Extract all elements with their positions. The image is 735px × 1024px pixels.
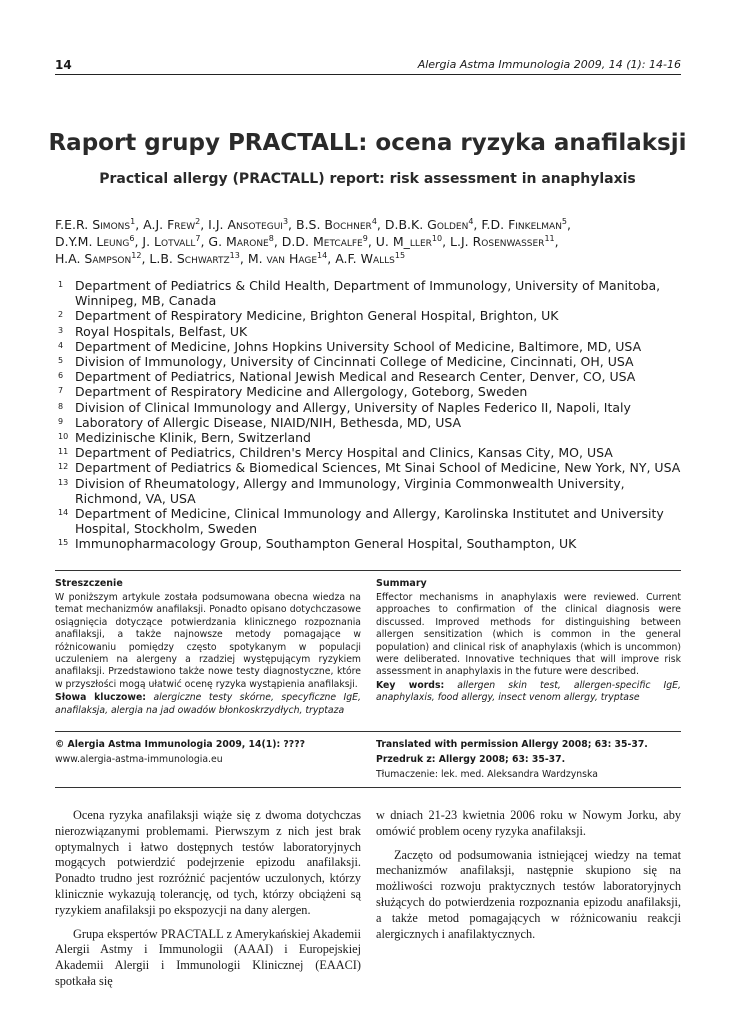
author-affiliation-number: 10: [431, 233, 443, 243]
affiliation-list: [55, 278, 695, 552]
website-link[interactable]: www.alergia-astma-immunologia.eu: [55, 754, 223, 765]
body-paragraph: w dniach 21-23 kwietnia 2006 roku w Nowym Jorku, aby omówić problem oceny ryzyka anafilaksji.: [376, 808, 681, 838]
translation-block: [376, 737, 681, 782]
abstract-english-heading: Summary: [376, 578, 427, 589]
affiliation-number: 10: [58, 432, 69, 442]
abstract-english-text: Effector mechanisms in anaphylaxis were reviewed. Current approaches to confirmation of the clinical diagnosis were discussed. Improved methods for distinguishing between allergen sensitization (which is common in the general population) and clinical risk of anaphylaxis (which is uncommon) were deliberated. Innovative techniques that will improve risk assessment in anaphylaxis in the future were described.: [376, 592, 681, 678]
keywords-text: alergiczne testy skórne, specyficzne IgE, anafilaksja, alergia na jad owadów błonkoskrzydłych, tryptaza: [55, 692, 361, 716]
affiliation-text: Royal Hospitals, Belfast, UK: [75, 323, 248, 339]
translated-line: Translated with permission Allergy 2008; 63: 35-37.: [376, 739, 648, 750]
header-rule: [55, 74, 681, 75]
affiliation-text: Division of Clinical Immunology and Allergy, University of Naples Federico II, Napoli, Italy: [75, 399, 631, 415]
author-name: J. Lotvall: [142, 234, 196, 249]
author-affiliation-number: 11: [544, 233, 555, 243]
author-affiliation-number: 7: [195, 233, 201, 243]
affiliation-text: Department of Pediatrics, National Jewish Medical and Research Center, Denver, CO, USA: [75, 369, 636, 385]
section-divider: [55, 570, 681, 571]
author-affiliation-number: 13: [229, 250, 240, 260]
keywords-label: Key words:: [376, 679, 445, 691]
affiliation-number: 9: [58, 416, 64, 426]
author-affiliation-number: 14: [317, 250, 328, 260]
author-affiliation-number: 1: [130, 216, 136, 226]
affiliation-text: Department of Pediatrics & Biomedical Sciences, Mt Sinai School of Medicine, New York, NY, USA: [75, 460, 681, 476]
affiliation-number: 3: [58, 325, 64, 335]
affiliation-item: [55, 415, 695, 430]
author-affiliation-number: 2: [195, 216, 201, 226]
body-paragraph: Grupa ekspertów PRACTALL z Amerykańskiej Akademii Alergii Astmy i Immunologii (AAAI) i Europejskiej Akademii Alergii i Immunologii Klinicznej (EAACI) spotkała się: [55, 926, 361, 988]
author-affiliation-number: 3: [282, 216, 289, 226]
reprint-line: Przedruk z: Allergy 2008; 63: 35-37.: [376, 754, 566, 765]
affiliation-number: 5: [58, 356, 64, 366]
section-divider: [55, 731, 681, 732]
affiliation-text: Department of Respiratory Medicine and Allergology, Goteborg, Sweden: [75, 384, 528, 400]
affiliation-text: Department of Pediatrics, Children's Mercy Hospital and Clinics, Kansas City, MO, USA: [75, 445, 613, 461]
abstract-polish-heading: Streszczenie: [55, 578, 123, 589]
author-name: A.F. Walls: [335, 251, 395, 266]
affiliation-text: Medizinische Klinik, Bern, Switzerland: [75, 430, 311, 446]
affiliation-item: [55, 445, 695, 460]
article-subtitle: Practical allergy (PRACTALL) report: risk assessment in anaphylaxis: [99, 171, 636, 187]
author-name: L.J. Rosenwasser: [450, 234, 545, 249]
body-column-left: [55, 808, 361, 998]
author-line: H.A. Sampson$^{12}$, L.B. Schwartz$^{13}$, M. van Hage$^{14}$, A.F. Walls$^{15}$: [55, 250, 406, 266]
body-paragraph: Ocena ryzyka anafilaksji wiąże się z dwoma dotychczas nierozwiązanymi problemami. Pierwszym z nich jest brak optymalnych i łatwo dostępnych testów laboratoryjnych mogących potwierdzić podejrzenie epizodu anafilaksji. Ponadto trudno jest rozróżnić pacjentów uczulonych, którzy klinicznie wykazują tolerancję, od tych, którzy obciążeni są ryzykiem anafilaksji po ekspozycji na dany alergen.: [55, 808, 361, 917]
affiliation-number: 15: [58, 538, 69, 548]
affiliation-item: [55, 400, 695, 415]
author-name: D.Y.M. Leung: [55, 234, 130, 249]
author-name: D.B.K. Golden: [384, 217, 469, 232]
author-affiliation-number: 5: [561, 216, 568, 226]
keywords-polish: [55, 692, 361, 717]
author-line: D.Y.M. Leung$^6$, J. Lotvall$^7$, G. Marone$^8$, D.D. Metcalfe$^9$, U. M_ller$^{10}$, L.J. Rosenwasser$^{11}$,: [55, 233, 559, 249]
affiliation-number: 13: [58, 477, 69, 487]
abstract-english: [376, 578, 681, 705]
body-paragraph: Zaczęto od podsumowania istniejącej wiedzy na temat mechanizmów anafilaksji, następnie skupiono się na możliwości rozwoju praktycznych testów laboratoryjnych służących do potwierdzenia rozpoznania epizodu anafilaksji, a także metod pomagających w różnicowaniu reakcji alergicznych i anafilaktycznych.: [376, 847, 681, 941]
journal-reference: Alergia Astma Immunologia 2009, 14 (1): 14-16: [417, 58, 681, 71]
affiliation-number: 1: [58, 280, 64, 289]
author-name: D.D. Metcalfe: [281, 234, 363, 249]
affiliation-item: [55, 278, 695, 308]
affiliation-item: [55, 308, 695, 323]
affiliation-item: [55, 506, 695, 536]
author-name: I.J. Ansotegui: [208, 217, 283, 232]
affiliation-text: Department of Medicine, Johns Hopkins University School of Medicine, Baltimore, MD, USA: [75, 338, 642, 354]
affiliation-number: 14: [58, 508, 69, 518]
author-affiliation-number: 6: [129, 233, 135, 243]
copyright-block: [55, 737, 361, 767]
affiliation-text: Division of Rheumatology, Allergy and Immunology, Virginia Commonwealth University, Richmond, VA, USA: [75, 475, 625, 506]
author-line: F.E.R. Simons$^1$, A.J. Frew$^2$, I.J. Ansotegui$^3$, B.S. Bochner$^4$, D.B.K. Golden$^4$, F.D. Finkelman$^5$,: [55, 216, 571, 232]
article-title: Raport grupy PRACTALL: ocena ryzyka anafilaksji: [48, 130, 687, 156]
affiliation-text: Department of Medicine, Clinical Immunology and Allergy, Karolinska Institutet and University Hospital, Stockholm, Sweden: [75, 506, 664, 537]
author-name: G. Marone: [208, 234, 269, 249]
author-affiliation-number: 4: [468, 216, 474, 226]
author-name: B.S. Bochner: [296, 217, 372, 232]
copyright-line: © Alergia Astma Immunologia 2009, 14(1): ????: [55, 739, 305, 750]
author-name: F.E.R. Simons: [55, 217, 131, 232]
keywords-label: Słowa kluczowe:: [55, 692, 147, 704]
affiliation-item: [55, 430, 695, 445]
author-affiliation-number: 15: [394, 250, 406, 260]
affiliation-item: [55, 369, 695, 384]
affiliation-item: [55, 460, 695, 475]
author-name: F.D. Finkelman: [481, 217, 562, 232]
affiliation-number: 6: [58, 371, 64, 381]
affiliation-number: 12: [58, 462, 69, 472]
affiliation-number: 8: [58, 401, 64, 411]
affiliation-number: 7: [58, 386, 64, 396]
affiliation-item: [55, 384, 695, 399]
affiliation-text: Department of Pediatrics & Child Health, Department of Immunology, University of Manitoba, Winnipeg, MB, Canada: [75, 278, 661, 309]
affiliation-text: Laboratory of Allergic Disease, NIAID/NIH, Bethesda, MD, USA: [75, 414, 462, 430]
affiliation-text: Division of Immunology, University of Cincinnati College of Medicine, Cincinnati, OH, USA: [75, 354, 634, 370]
author-affiliation-number: 9: [362, 233, 368, 243]
author-affiliation-number: 12: [131, 250, 142, 260]
affiliation-item: [55, 536, 695, 551]
affiliation-item: [55, 476, 695, 506]
keywords-text: allergen skin test, allergen-specific IgE, anaphylaxis, food allergy, insect venom allergy, tryptase: [376, 679, 681, 704]
keywords-english: [376, 680, 681, 705]
body-column-right: [376, 808, 681, 950]
section-divider: [55, 787, 681, 788]
affiliation-item: [55, 324, 695, 339]
author-name: M. van Hage: [247, 251, 318, 266]
abstract-polish: [55, 578, 361, 717]
affiliation-number: 2: [58, 310, 64, 320]
affiliation-number: 4: [58, 340, 64, 350]
affiliation-item: [55, 339, 695, 354]
author-affiliation-number: 4: [371, 216, 377, 226]
author-list: [55, 216, 695, 267]
affiliation-item: [55, 354, 695, 369]
affiliation-text: Immunopharmacology Group, Southampton General Hospital, Southampton, UK: [75, 536, 577, 552]
author-affiliation-number: 8: [268, 233, 274, 243]
abstract-polish-text: W poniższym artykule została podsumowana obecna wiedza na temat mechanizmów anafilaksji. Ponadto opisano dotychczasowe osiągnięcia dotyczące potwierdzania klinicznego rozpoznania anafilaksji, a także najnowsze metody pomagające w różnicowaniu pomiędzy często spotykanym w populacji uczuleniem na alergeny a rzadziej występującym ryzykiem anafilaksji. Przedstawiono także nowe testy diagnostyczne, które w przyszłości mogą ułatwić ocenę ryzyka wystąpienia anafilaksji.: [55, 592, 361, 690]
translator-line: Tłumaczenie: lek. med. Aleksandra Wardzynska: [376, 769, 598, 780]
author-name: U. M_ller: [375, 234, 432, 249]
page-number: 14: [55, 58, 72, 72]
affiliation-text: Department of Respiratory Medicine, Brighton General Hospital, Brighton, UK: [75, 308, 559, 324]
author-name: L.B. Schwartz: [149, 251, 230, 266]
author-name: A.J. Frew: [143, 217, 196, 232]
affiliation-number: 11: [58, 447, 69, 457]
author-name: H.A. Sampson: [55, 251, 132, 266]
